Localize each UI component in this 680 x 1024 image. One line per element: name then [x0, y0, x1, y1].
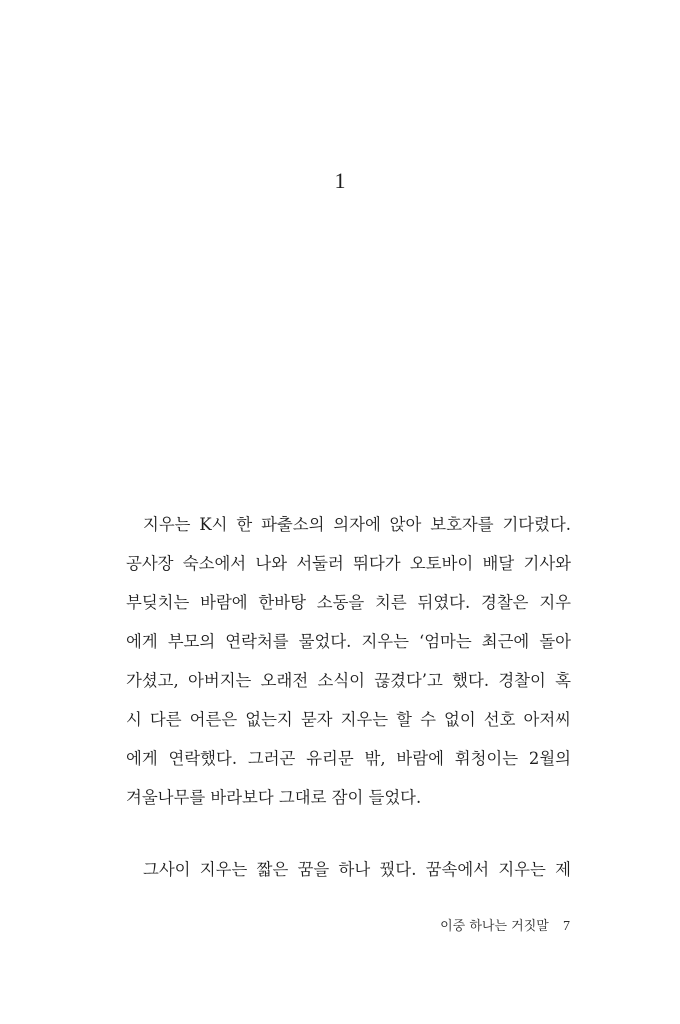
page-number: 7 — [563, 919, 570, 934]
text-line: 지우는 K시 한 파출소의 의자에 앉아 보호자를 기다렸다. — [143, 515, 571, 534]
paragraph-2 — [126, 850, 571, 889]
text-line: 에게 부모의 연락처를 물었다. 지우는 ‘엄마는 최근에 돌아 — [126, 632, 571, 651]
text-line: 겨울나무를 바라보다 그대로 잠이 들었다. — [126, 788, 422, 807]
text-line: 시 다른 어른은 없는지 묻자 지우는 할 수 없이 선호 아저씨 — [126, 710, 571, 729]
running-title: 이중 하나는 거짓말 — [440, 919, 549, 934]
text-line: 그사이 지우는 짧은 꿈을 하나 꿨다. 꿈속에서 지우는 제 — [143, 860, 571, 879]
paragraph-1 — [126, 505, 571, 817]
text-line: 에게 연락했다. 그러곤 유리문 밖, 바람에 휘청이는 2월의 — [126, 749, 571, 768]
text-line: 가셨고, 아버지는 오래전 소식이 끊겼다’고 했다. 경찰이 혹 — [126, 671, 571, 690]
text-line: 부딪치는 바람에 한바탕 소동을 치른 뒤였다. 경찰은 지우 — [126, 593, 571, 612]
text-line: 공사장 숙소에서 나와 서둘러 뛰다가 오토바이 배달 기사와 — [126, 554, 571, 573]
chapter-number: 1 — [334, 168, 346, 193]
page-footer — [440, 918, 570, 936]
